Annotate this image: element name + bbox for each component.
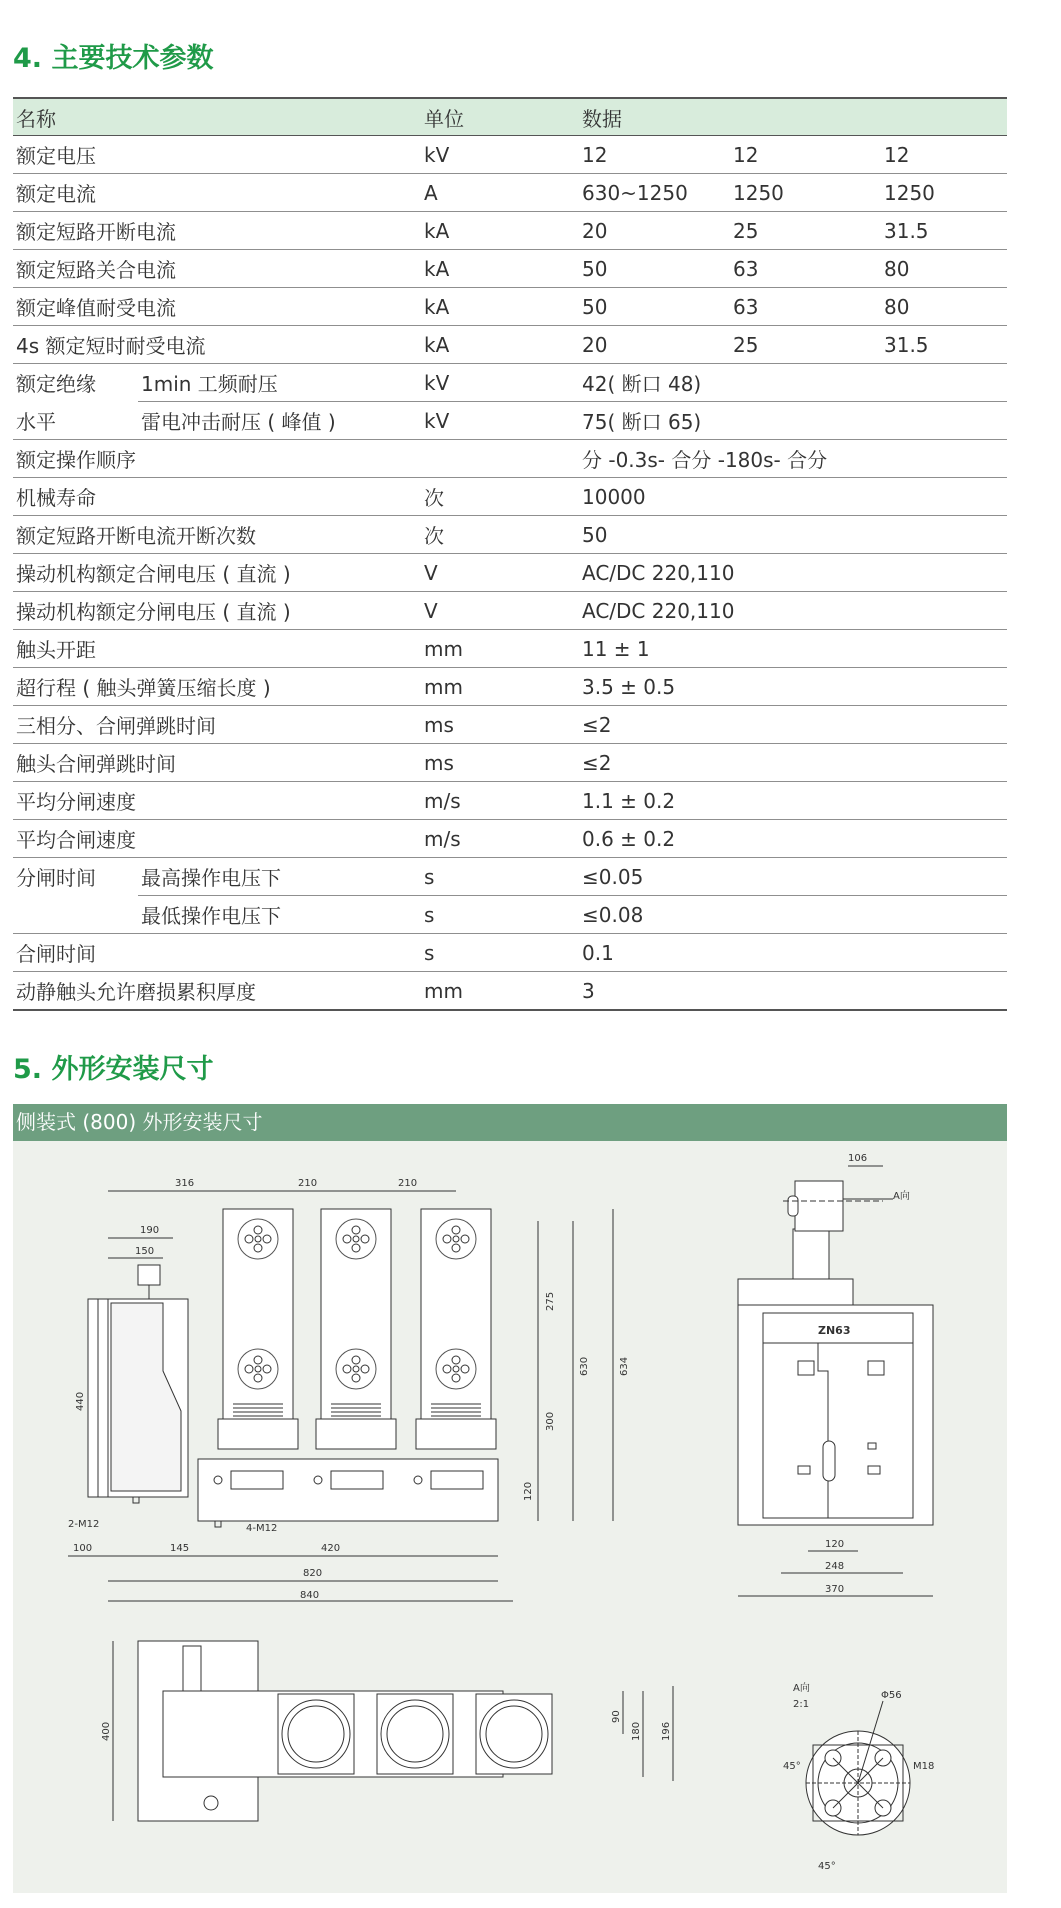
unit-cell: 次 bbox=[421, 478, 579, 516]
value-cell: 25 bbox=[730, 326, 881, 364]
table-row bbox=[13, 174, 1007, 212]
table-row bbox=[13, 554, 1007, 592]
table-row bbox=[13, 364, 1007, 402]
param-name: 额定电压 bbox=[13, 136, 421, 174]
label-a-direction: A向 bbox=[893, 1191, 910, 1202]
dim-180: 180 bbox=[631, 1721, 642, 1741]
table-row bbox=[13, 972, 1007, 1011]
table-header-row bbox=[13, 98, 1007, 136]
dim-630: 630 bbox=[579, 1356, 590, 1376]
dim-106: 106 bbox=[848, 1153, 868, 1164]
dim-45-b: 45° bbox=[818, 1861, 836, 1872]
table-row bbox=[13, 250, 1007, 288]
unit-cell: kA bbox=[421, 212, 579, 250]
drawing-panel bbox=[13, 1141, 1007, 1893]
header-name: 名称 bbox=[13, 98, 421, 136]
value-cell: 80 bbox=[881, 288, 1007, 326]
table-row bbox=[13, 896, 1007, 934]
param-name: 平均合闸速度 bbox=[13, 820, 421, 858]
value-cell: 20 bbox=[579, 212, 730, 250]
value-cell: ≤0.08 bbox=[579, 896, 1007, 934]
value-cell: 1250 bbox=[881, 174, 1007, 212]
value-cell: 50 bbox=[579, 288, 730, 326]
value-cell: ≤0.05 bbox=[579, 858, 1007, 896]
table-row bbox=[13, 858, 1007, 896]
unit-cell: m/s bbox=[421, 782, 579, 820]
param-name: 超行程 ( 触头弹簧压缩长度 ) bbox=[13, 668, 421, 706]
spec-table bbox=[13, 97, 1007, 1011]
table-row bbox=[13, 212, 1007, 250]
unit-cell: m/s bbox=[421, 820, 579, 858]
param-name: 机械寿命 bbox=[13, 478, 421, 516]
param-name: 额定峰值耐受电流 bbox=[13, 288, 421, 326]
unit-cell: kA bbox=[421, 250, 579, 288]
section-4-title: 4. 主要技术参数 bbox=[13, 43, 214, 74]
value-cell: 42( 断口 48) bbox=[579, 364, 1007, 402]
value-cell: 0.1 bbox=[579, 934, 1007, 972]
dim-190: 190 bbox=[140, 1225, 160, 1236]
dim-440: 440 bbox=[75, 1391, 86, 1411]
unit-cell: kA bbox=[421, 288, 579, 326]
unit-cell: mm bbox=[421, 630, 579, 668]
value-cell: 11 ± 1 bbox=[579, 630, 1007, 668]
dim-400: 400 bbox=[101, 1721, 112, 1741]
section-5-title: 5. 外形安装尺寸 bbox=[13, 1054, 214, 1085]
opening-time-group-empty bbox=[13, 896, 138, 934]
unit-cell: mm bbox=[421, 668, 579, 706]
value-cell: AC/DC 220,110 bbox=[579, 554, 1007, 592]
value-cell: 63 bbox=[730, 288, 881, 326]
dim-420: 420 bbox=[321, 1543, 341, 1554]
model-label: ZN63 bbox=[818, 1324, 851, 1337]
dim-275: 275 bbox=[545, 1291, 556, 1311]
opening-sub-name: 最高操作电压下 bbox=[138, 858, 421, 896]
detail-a-view bbox=[783, 1681, 934, 1872]
unit-cell bbox=[421, 440, 579, 478]
unit-cell: s bbox=[421, 934, 579, 972]
param-name: 操动机构额定合闸电压 ( 直流 ) bbox=[13, 554, 421, 592]
header-data: 数据 bbox=[579, 98, 1007, 136]
dim-150: 150 bbox=[135, 1246, 155, 1257]
table-row bbox=[13, 782, 1007, 820]
value-cell: 12 bbox=[579, 136, 730, 174]
insulation-group: 额定绝缘 bbox=[16, 372, 96, 397]
insulation-sub-name: 1min 工频耐压 bbox=[138, 364, 421, 402]
value-cell: 12 bbox=[881, 136, 1007, 174]
dim-120-side: 120 bbox=[825, 1539, 845, 1550]
param-name: 额定电流 bbox=[13, 174, 421, 212]
dim-316: 316 bbox=[175, 1178, 195, 1189]
value-cell: 63 bbox=[730, 250, 881, 288]
table-row bbox=[13, 326, 1007, 364]
table-row bbox=[13, 744, 1007, 782]
unit-cell: ms bbox=[421, 744, 579, 782]
unit-cell: kV bbox=[421, 402, 579, 440]
dim-120: 120 bbox=[523, 1481, 534, 1501]
side-view bbox=[738, 1153, 933, 1596]
dim-210-a: 210 bbox=[298, 1178, 318, 1189]
table-row bbox=[13, 516, 1007, 554]
value-cell: 1250 bbox=[730, 174, 881, 212]
dim-145: 145 bbox=[170, 1543, 190, 1554]
installation-drawing bbox=[13, 1141, 1007, 1893]
param-name: 三相分、合闸弹跳时间 bbox=[13, 706, 421, 744]
table-row bbox=[13, 402, 1007, 440]
value-cell: 3.5 ± 0.5 bbox=[579, 668, 1007, 706]
detail-scale: 2:1 bbox=[793, 1699, 810, 1710]
unit-cell: kV bbox=[421, 364, 579, 402]
param-name: 额定短路关合电流 bbox=[13, 250, 421, 288]
dim-840: 840 bbox=[300, 1590, 320, 1601]
insulation-group-2: 水平 bbox=[13, 402, 138, 440]
value-cell: AC/DC 220,110 bbox=[579, 592, 1007, 630]
dim-100: 100 bbox=[73, 1543, 93, 1554]
value-cell: 31.5 bbox=[881, 212, 1007, 250]
param-name: 动静触头允许磨损累积厚度 bbox=[13, 972, 421, 1011]
dim-phi56: Φ56 bbox=[881, 1690, 902, 1701]
table-row bbox=[13, 478, 1007, 516]
param-name: 额定短路开断电流 bbox=[13, 212, 421, 250]
param-name: 额定操作顺序 bbox=[13, 440, 421, 478]
unit-cell: s bbox=[421, 858, 579, 896]
dim-m18: M18 bbox=[913, 1761, 935, 1772]
dim-4m12: 4-M12 bbox=[246, 1523, 278, 1534]
table-row bbox=[13, 706, 1007, 744]
dim-248: 248 bbox=[825, 1561, 845, 1572]
dim-2m12: 2-M12 bbox=[68, 1519, 100, 1530]
value-cell: 1.1 ± 0.2 bbox=[579, 782, 1007, 820]
value-cell: 630~1250 bbox=[579, 174, 730, 212]
insulation-sub-name: 雷电冲击耐压 ( 峰值 ) bbox=[138, 402, 421, 440]
param-name: 额定短路开断电流开断次数 bbox=[13, 516, 421, 554]
unit-cell: mm bbox=[421, 972, 579, 1011]
dim-90: 90 bbox=[611, 1710, 622, 1723]
dim-45-a: 45° bbox=[783, 1761, 801, 1772]
param-name: 合闸时间 bbox=[13, 934, 421, 972]
unit-cell: s bbox=[421, 896, 579, 934]
table-row bbox=[13, 288, 1007, 326]
value-cell: 分 -0.3s- 合分 -180s- 合分 bbox=[579, 440, 1007, 478]
dim-820: 820 bbox=[303, 1568, 323, 1579]
value-cell: 0.6 ± 0.2 bbox=[579, 820, 1007, 858]
value-cell: 50 bbox=[579, 516, 1007, 554]
opening-time-group: 分闸时间 bbox=[16, 866, 96, 891]
value-cell: 3 bbox=[579, 972, 1007, 1011]
param-name: 操动机构额定分闸电压 ( 直流 ) bbox=[13, 592, 421, 630]
front-view bbox=[68, 1178, 630, 1601]
unit-cell: V bbox=[421, 592, 579, 630]
value-cell: ≤2 bbox=[579, 706, 1007, 744]
opening-sub-name: 最低操作电压下 bbox=[138, 896, 421, 934]
table-row bbox=[13, 440, 1007, 478]
table-row bbox=[13, 630, 1007, 668]
dim-634: 634 bbox=[619, 1356, 630, 1376]
unit-cell: kA bbox=[421, 326, 579, 364]
header-unit: 单位 bbox=[421, 98, 579, 136]
table-row bbox=[13, 820, 1007, 858]
unit-cell: kV bbox=[421, 136, 579, 174]
dim-210-b: 210 bbox=[398, 1178, 418, 1189]
value-cell: 25 bbox=[730, 212, 881, 250]
value-cell: 80 bbox=[881, 250, 1007, 288]
dim-300: 300 bbox=[545, 1411, 556, 1431]
table-row bbox=[13, 934, 1007, 972]
param-name: 触头开距 bbox=[13, 630, 421, 668]
value-cell: 12 bbox=[730, 136, 881, 174]
drawing-panel-title: 侧装式 (800) 外形安装尺寸 bbox=[13, 1104, 1007, 1141]
unit-cell: 次 bbox=[421, 516, 579, 554]
table-row bbox=[13, 136, 1007, 174]
value-cell: ≤2 bbox=[579, 744, 1007, 782]
param-name: 平均分闸速度 bbox=[13, 782, 421, 820]
table-row bbox=[13, 592, 1007, 630]
value-cell: 75( 断口 65) bbox=[579, 402, 1007, 440]
value-cell: 20 bbox=[579, 326, 730, 364]
dim-196: 196 bbox=[661, 1721, 672, 1741]
detail-title: A向 bbox=[793, 1683, 810, 1694]
top-view bbox=[101, 1641, 673, 1821]
unit-cell: ms bbox=[421, 706, 579, 744]
value-cell: 10000 bbox=[579, 478, 1007, 516]
unit-cell: A bbox=[421, 174, 579, 212]
param-name: 触头合闸弹跳时间 bbox=[13, 744, 421, 782]
unit-cell: V bbox=[421, 554, 579, 592]
value-cell: 31.5 bbox=[881, 326, 1007, 364]
table-row bbox=[13, 668, 1007, 706]
param-name: 4s 额定短时耐受电流 bbox=[13, 326, 421, 364]
value-cell: 50 bbox=[579, 250, 730, 288]
dim-370: 370 bbox=[825, 1584, 845, 1595]
